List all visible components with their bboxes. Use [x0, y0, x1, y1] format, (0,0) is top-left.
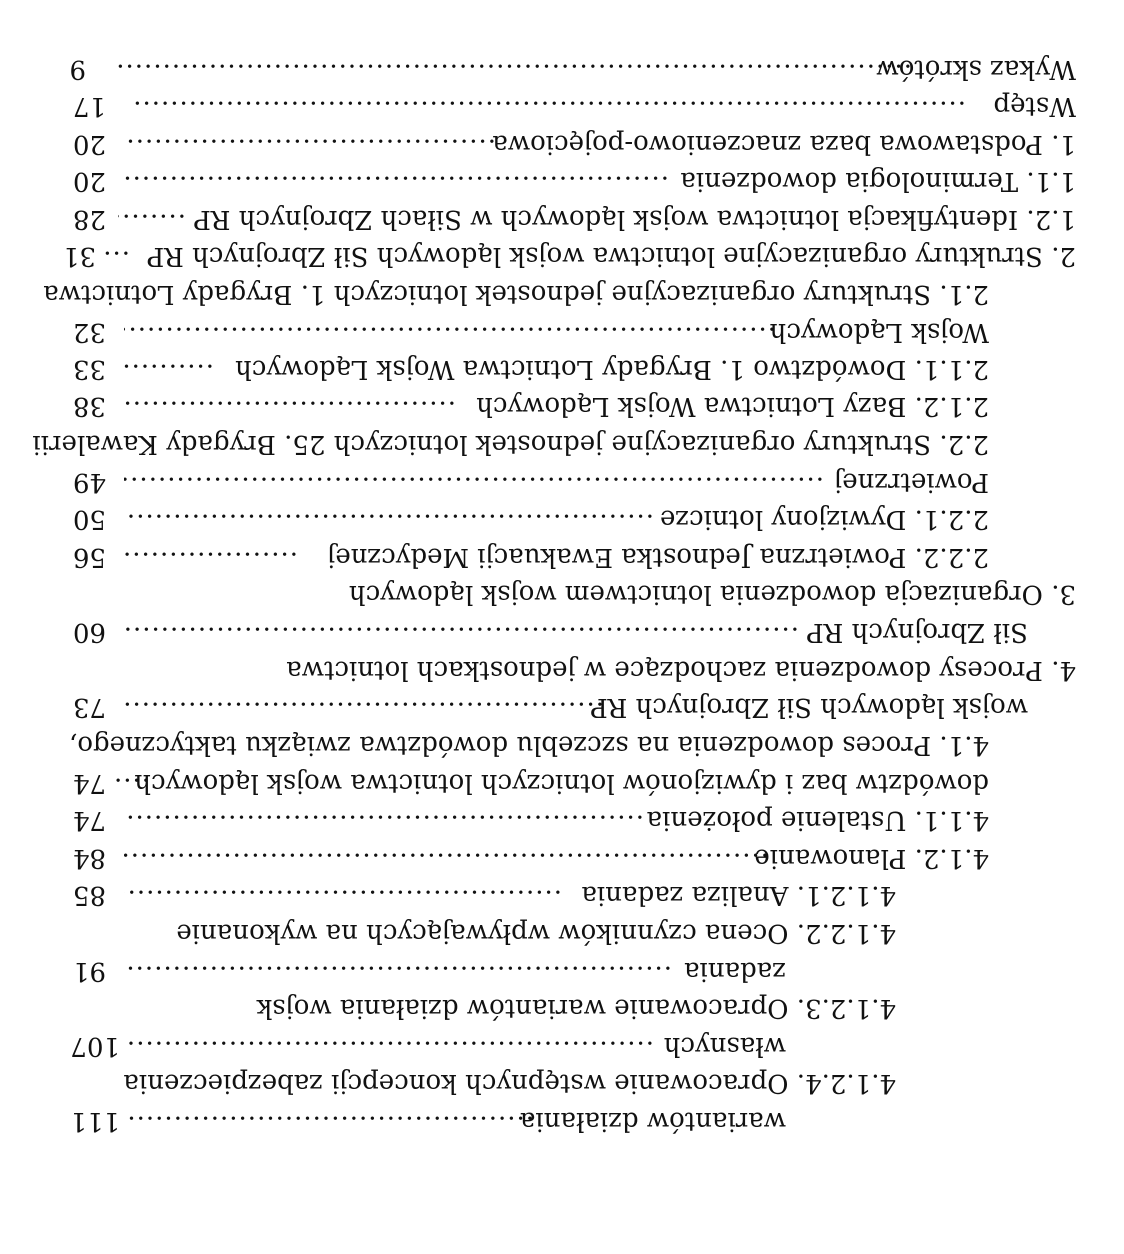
- toc-page-number: 107: [70, 1031, 120, 1061]
- toc-page-number: 74: [72, 805, 106, 835]
- toc-entry-label: 2. Struktury organizacyjne lotnictwa wojsk lądowych Sił Zbrojnych RP: [146, 241, 1076, 271]
- toc-entry-label: Wstęp: [993, 91, 1076, 121]
- toc-entry-label: 1.2. Identyfikacja lotnictwa wojsk lądowych w Siłach Zbrojnych RP: [193, 204, 1076, 234]
- toc-entry-section-1-2: [0, 199, 1124, 239]
- toc-entry-label: 4. Procesy dowodzenia zachodzące w jednostkach lotnictwa: [286, 655, 1076, 685]
- toc-entry-label: Wojsk Lądowych: [769, 317, 989, 347]
- toc-entry-section-4-1-first-line: [0, 725, 1124, 765]
- toc-entry-label: Wykaz skrótów: [876, 54, 1076, 84]
- toc-page-number: 50: [72, 504, 106, 534]
- toc-entry-label: 4.1.2.3. Opracowanie wariantów działania wojsk: [256, 993, 896, 1023]
- toc-leader-dots: [124, 1105, 534, 1145]
- toc-entry-section-4-1-1: [0, 800, 1124, 840]
- toc-entry-section-1: [0, 124, 1124, 164]
- toc-page-number: 84: [72, 843, 106, 873]
- toc-page-number: 20: [72, 129, 106, 159]
- toc-entry-label: zadania: [684, 956, 786, 986]
- toc-page-number: 33: [72, 354, 106, 384]
- toc-entry-label: własnych: [663, 1031, 786, 1061]
- toc-entry-section-4-1: [0, 763, 1124, 803]
- toc-page-number: 74: [72, 768, 106, 798]
- toc-entry-section-3-first-line: [0, 574, 1124, 614]
- toc-page-number: 28: [72, 204, 106, 234]
- toc-entry-section-2: [0, 236, 1124, 276]
- toc-entry-label: 4.1. Proces dowodzenia na szczeblu dowództwa związku taktycznego,: [69, 730, 989, 760]
- toc-entry-label: 2.2.2. Powietrzna Jednostka Ewakuacji Medycznej: [327, 542, 989, 572]
- toc-page-number: 60: [72, 617, 106, 647]
- toc-entry-label: 1. Podstawowa baza znaczeniowo-pojęciowa: [492, 129, 1076, 159]
- toc-entry-label: 4.1.2.4. Opracowanie wstępnych koncepcji zabezpieczenia: [123, 1068, 896, 1098]
- toc-page-number: 49: [72, 467, 106, 497]
- toc-entry-section-2-1-2: [0, 386, 1124, 426]
- toc-page-number: 56: [72, 542, 106, 572]
- toc-page-number: 20: [72, 166, 106, 196]
- toc-entry-section-2-1-1: [0, 349, 1124, 389]
- toc-page-number: 85: [72, 880, 106, 910]
- toc-entry-label: 4.1.1. Ustalenie położenia: [646, 805, 989, 835]
- toc-entry-label: Sił Zbrojnych RP: [806, 617, 1028, 647]
- toc-entry-label: wojsk lądowych Sił Zbrojnych RP: [590, 692, 1028, 722]
- toc-page-number: 31: [62, 241, 96, 271]
- toc-entry-label: 2.1.2. Bazy Lotnictwa Wojsk Lądowych: [476, 391, 989, 421]
- toc-entry-label: 2.2.1. Dywizjony lotnicze: [659, 504, 989, 534]
- toc-entry-section-3: [0, 612, 1124, 652]
- toc-entry-label: 4.1.2. Planowanie: [754, 843, 989, 873]
- toc-entry-label: wariantów działania: [519, 1106, 786, 1136]
- toc-entry-section-4-1-2-2: [0, 951, 1124, 991]
- toc-entry-section-4-first-line: [0, 650, 1124, 690]
- toc-entry-wykaz-skrotow: [0, 49, 1124, 89]
- toc-page-number: 17: [72, 91, 106, 121]
- toc-entry-section-2-2-1: [0, 499, 1124, 539]
- toc-entry-section-4-1-2-3: [0, 1026, 1124, 1066]
- toc-entry-section-4-1-2-1: [0, 875, 1124, 915]
- toc-entry-section-4-1-2-4: [0, 1101, 1124, 1141]
- toc-entry-label: 2.1. Struktury organizacyjne jednostek lotniczych 1. Brygady Lotnictwa: [43, 279, 989, 309]
- toc-page-number: 38: [72, 391, 106, 421]
- toc-entry-section-2-2: [0, 462, 1124, 502]
- toc-entry-section-4-1-2-4-first-line: [0, 1063, 1124, 1103]
- toc-entry-section-4: [0, 687, 1124, 727]
- toc-entry-label: 3. Organizacja dowodzenia lotnictwem wojsk lądowych: [348, 579, 1076, 609]
- toc-page-number: 32: [72, 317, 106, 347]
- toc-entry-section-2-2-2: [0, 537, 1124, 577]
- toc-entry-label: 4.1.2.1. Analiza zadania: [581, 880, 896, 910]
- toc-entry-label: 2.1.1. Dowództwo 1. Brygady Lotnictwa Wojsk Lądowych: [235, 354, 989, 384]
- toc-entry-section-1-1: [0, 161, 1124, 201]
- toc-entry-label: 4.1.2.2. Ocena czynników wpływających na wykonanie: [176, 918, 896, 948]
- toc-entry-label: 1.1. Terminologia dowodzenia: [680, 166, 1076, 196]
- toc-page-number: 111: [70, 1106, 120, 1136]
- toc-entry-label: dowództw baz i dywizjonów lotniczych lotnictwa wojsk lądowych: [134, 768, 989, 798]
- toc-entry-label: Powietrznej: [834, 467, 989, 497]
- toc-entry-section-2-1: [0, 312, 1124, 352]
- toc-entry-label: 2.2. Struktury organizacyjne jednostek lotniczych 25. Brygady Kawalerii: [32, 429, 989, 459]
- toc-page-number: 73: [72, 692, 106, 722]
- toc-entry-section-2-2-first-line: [0, 424, 1124, 464]
- toc-entry-section-2-1-first-line: [0, 274, 1124, 314]
- toc-entry-section-4-1-2: [0, 838, 1124, 878]
- toc-page-number: 91: [72, 956, 106, 986]
- toc-entry-section-4-1-2-2-first-line: [0, 913, 1124, 953]
- toc-page-number: 9: [69, 54, 86, 84]
- toc-entry-section-4-1-2-3-first-line: [0, 988, 1124, 1028]
- toc-entry-wstep: [0, 86, 1124, 126]
